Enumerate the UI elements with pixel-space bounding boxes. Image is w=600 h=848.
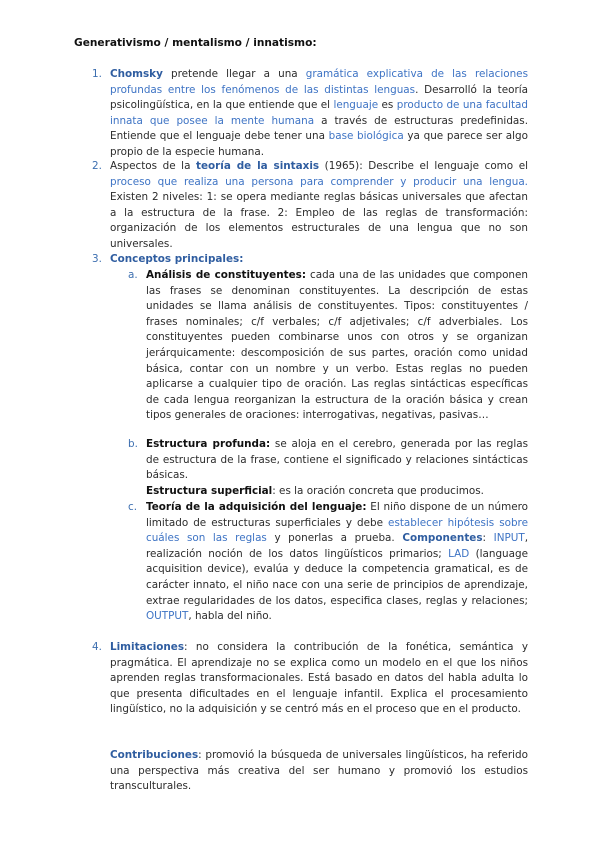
limitations-term: Limitaciones <box>110 641 185 653</box>
item-1-paragraph <box>110 67 528 161</box>
item-3b-text: : es la oración concreta que producimos. <box>272 484 484 497</box>
item-3c-text: y ponerlas a prueba. <box>266 532 403 545</box>
item-3b-paragraph <box>146 437 528 499</box>
item-4-text: : no considera la contribución de la fonética, semántica y pragmática. El aprendizaje no se explica como un modelo en el que los niños aprenden reglas transformacionales. Está basado en datos del habla adulta lo que presenta dificultades en el lenguaje infantil. Explica el procesamiento lingüístico, no la adquisición y se centró más en el proceso que en el producto. <box>110 641 528 716</box>
item-3c-paragraph <box>146 500 528 625</box>
item-2-number: 2. <box>92 160 102 172</box>
item-1-text: pretende llegar a una <box>162 68 306 80</box>
item-3c-text: El niño dispone de un número limitado de estructuras superficiales y debe <box>146 501 528 529</box>
contributions-term: Contribuciones <box>110 749 199 761</box>
item-1-highlight: lenguaje <box>333 99 379 112</box>
lad-term: LAD <box>448 547 470 560</box>
item-3c-letter: c. <box>128 501 138 513</box>
item-3c-text: , habla del niño. <box>188 610 272 623</box>
item-2-highlight: proceso que realiza una persona para comprender y producir una lengua. <box>110 175 528 188</box>
item-1-highlight: producto de una facultad innata que posee la mente humana <box>110 99 528 127</box>
page-title: Generativismo / mentalismo / innatismo: <box>74 37 317 49</box>
item-3b-letter: b. <box>128 438 138 450</box>
concepts-heading: Conceptos principales: <box>110 253 244 265</box>
contributions-paragraph <box>110 748 528 795</box>
components-term: Componentes <box>402 532 483 545</box>
item-3a-letter: a. <box>128 269 138 281</box>
input-term: INPUT <box>493 532 525 545</box>
constituent-analysis-term: Análisis de constituyentes: <box>146 269 306 281</box>
acquisition-theory-term: Teoría de la adquisición del lenguaje: <box>146 501 367 513</box>
deep-structure-term: Estructura profunda: <box>146 438 271 450</box>
item-4-paragraph <box>110 640 528 718</box>
output-term: OUTPUT <box>146 610 189 623</box>
surface-structure-term: Estructura superficial <box>146 484 273 497</box>
item-3a-text: cada una de las unidades que componen las frases se denominan constituyentes. La descripción de estas unidades se llama análisis de constituyentes. Tipos: constituyentes / frases nominales; c/f verbales; c/f adjetivales; c/f adverbiales. Los constituyentes pueden combinarse unos con otros y se organizan jerárquicamente: descomposición de sus partes, oración como unidad básica, contar con un nombre y un verbo. Estas reglas no pueden aplicarse a cualquier tipo de oración. Las reglas sintácticas específicas de cada lengua reorganizan la estructura de la oración básica y crean tipos generales de oraciones: interrogativas, negativas, pasivas… <box>146 269 528 422</box>
item-3a-paragraph <box>146 268 528 424</box>
item-2-text: Aspectos de la <box>110 160 196 172</box>
item-3-number: 3. <box>92 253 102 265</box>
item-3-heading-row <box>110 252 528 268</box>
item-1-highlight: base biológica <box>328 130 404 143</box>
item-4-number: 4. <box>92 641 102 653</box>
item-2-paragraph <box>110 159 528 253</box>
contributions-text: : promovió la búsqueda de universales lingüísticos, ha referido una perspectiva más creativa del ser humano y promovió los estudios transculturales. <box>110 749 528 793</box>
item-3c-text: , realización noción de los datos lingüísticos primarios; <box>146 532 528 560</box>
item-1-text: . Desarrolló la teoría psicolingüística, en la que entiende que el <box>110 83 528 112</box>
item-1-text: ya que parece ser algo propio de la especie humana. <box>110 130 528 158</box>
item-3c-text: (language acquisition device), evalúa y deduce la competencia gramatical, es de carácter innato, el niño nace con una serie de principios de aprendizaje, extrae regularidades de los datos, especifica clases, reglas y relaciones; <box>146 547 529 607</box>
item-1-text: a través de estructuras predefinidas. Entiende que el lenguaje debe tener una <box>110 114 528 143</box>
item-3b-text: se aloja en el cerebro, generada por las reglas de estructura de la frase, contiene el significado y relaciones sintácticas básicas. <box>146 438 529 482</box>
item-1-text: es <box>378 99 397 112</box>
item-1-number: 1. <box>92 68 102 80</box>
item-1-highlight: gramática explicativa de las relaciones profundas entre los fenómenos de las distintas lenguas <box>110 68 528 96</box>
item-2-text: (1965): Describe el lenguaje como el <box>319 160 528 172</box>
chomsky-term: Chomsky <box>110 68 163 80</box>
item-3c-text: : <box>482 532 494 545</box>
item-3c-highlight: establecer hipótesis sobre cuáles son las reglas <box>146 516 528 545</box>
theory-term: teoría de la sintaxis <box>196 160 320 172</box>
item-2-text: Existen 2 niveles: 1: se opera mediante reglas básicas universales que afectan a la estructura de la frase. 2: Empleo de las reglas de transformación: organización de los elementos estructurales de una lengua que no son universales. <box>110 191 528 250</box>
